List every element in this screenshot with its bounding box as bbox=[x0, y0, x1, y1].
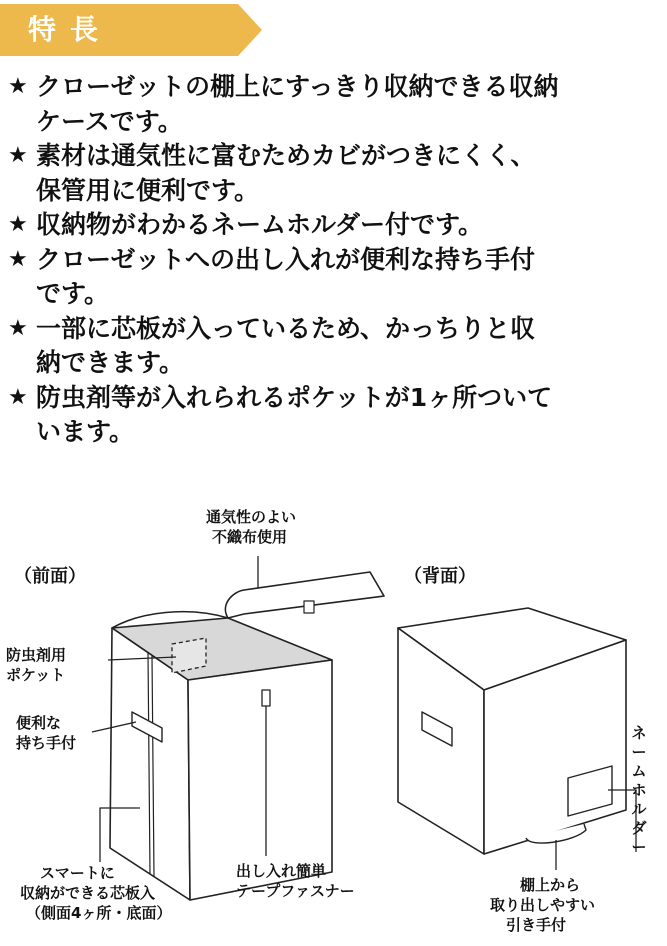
feature-item bbox=[8, 139, 658, 208]
handle-label-line1: 便利な bbox=[16, 714, 62, 732]
star-bullet-icon: ★ bbox=[8, 384, 28, 410]
pull-handle-label-line2: 取り出しやすい bbox=[490, 896, 596, 914]
board-label-line3: （側面4ヶ所・底面） bbox=[26, 904, 172, 922]
feature-item bbox=[8, 70, 658, 139]
fastener-label-line1: 出し入れ簡単 bbox=[236, 862, 327, 880]
lid-material-label-line2: 不織布使用 bbox=[212, 528, 288, 546]
feature-text-line: 防虫剤等が入れられるポケットが1ヶ所ついて bbox=[36, 382, 553, 412]
feature-text-line: クローゼットの棚上にすっきり収納できる収納 bbox=[36, 72, 559, 101]
feature-item bbox=[8, 243, 658, 312]
feature-text-line: です。 bbox=[36, 279, 110, 308]
pull-handle-label-line1: 棚上から bbox=[520, 876, 581, 894]
page-title: 特長 bbox=[28, 13, 113, 46]
feature-item bbox=[8, 381, 658, 450]
feature-text-line: 収納物がわかるネームホルダー付です。 bbox=[36, 210, 484, 239]
feature-text-line: 素材は通気性に富むためカビがつきにくく、 bbox=[36, 141, 536, 170]
feature-text-line: ケースです。 bbox=[36, 106, 183, 136]
feature-text-line: います。 bbox=[36, 417, 135, 446]
front-box-illustration bbox=[110, 572, 384, 900]
name-holder-label: ネームホルダー bbox=[631, 724, 647, 856]
product-diagram bbox=[0, 490, 667, 946]
back-box-illustration bbox=[398, 608, 626, 854]
board-label-line2: 収納ができる芯板入 bbox=[20, 884, 156, 902]
star-bullet-icon: ★ bbox=[8, 315, 28, 341]
header-banner bbox=[0, 4, 262, 56]
handle-label-line2: 持ち手付 bbox=[16, 734, 77, 752]
star-bullet-icon: ★ bbox=[8, 212, 28, 237]
feature-item bbox=[8, 208, 658, 243]
feature-list bbox=[8, 70, 658, 450]
pocket-label-line2: ポケット bbox=[6, 666, 66, 684]
feature-text-line: 一部に芯板が入っているため、かっちりと収 bbox=[36, 313, 536, 343]
front-view-title: （前面） bbox=[14, 566, 86, 587]
back-view-title: （背面） bbox=[404, 566, 476, 587]
star-bullet-icon: ★ bbox=[8, 246, 28, 272]
feature-text-line: クローゼットへの出し入れが便利な持ち手付 bbox=[36, 244, 536, 274]
star-bullet-icon: ★ bbox=[8, 74, 28, 99]
pocket-label-line1: 防虫剤用 bbox=[6, 646, 67, 664]
feature-text-line: 納できます。 bbox=[36, 348, 185, 377]
feature-item bbox=[8, 312, 658, 381]
fastener-label-line2: テープファスナー bbox=[236, 882, 355, 900]
board-label-line1: スマートに bbox=[40, 864, 115, 882]
lid-material-label-line1: 通気性のよい bbox=[206, 508, 297, 526]
feature-text-line: 保管用に便利です。 bbox=[36, 175, 260, 205]
star-bullet-icon: ★ bbox=[8, 143, 28, 168]
pull-handle-label-line3: 引き手付 bbox=[506, 916, 567, 934]
